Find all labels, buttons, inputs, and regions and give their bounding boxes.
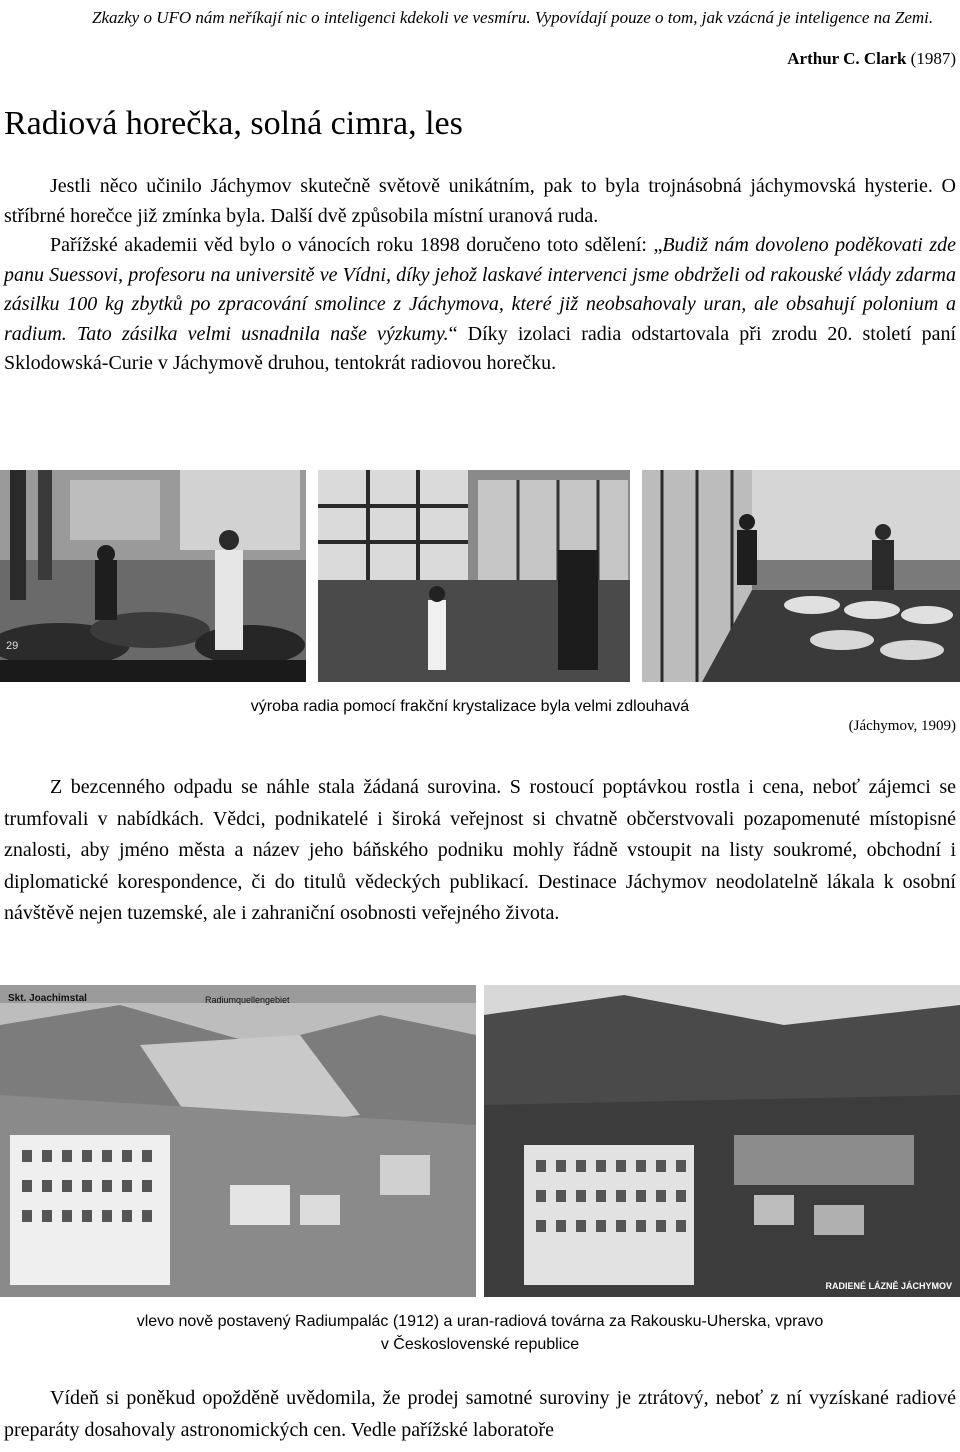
photo-crystallization-tanks [642, 470, 960, 682]
photo-radium-workers-vats [0, 470, 306, 682]
figure-2-caption-line-1: vlevo nově postavený Radiumpalác (1912) a uran-radiová továrna za Rakousku-Uherska, vpravo [136, 1313, 824, 1330]
epigraph-quote: Zkazky o UFO nám neříkají nic o inteligenci kdekoli ve vesmíru. Vypovídají pouze o tom, jak vzácná je inteligence na Zemi. [92, 8, 934, 27]
paragraph-2-quote: Budiž nám dovoleno poděkovati zde panu Suessovi, profesoru na universitě ve Vídni, díky jehož laskavé intervenci jsme obdrželi od rakouské vlády zdarma zásilku 100 kg zbytků po zpracování smolince z Jáchymova, které již neobsahovaly uran, ale obsahují polonium a radium. Tato zásilka velmi usnadnila naše výzkumy. [4, 234, 956, 345]
paragraph-3-text: Z bezcenného odpadu se náhle stala žádaná surovina. S rostoucí poptávkou rostla i cena, neboť zájemci se trumfovali v nabídkách. Vědci, podnikatelé i široká veřejnost si chvatně občerstvovali pozapomenuté místopisné znalosti, aby jméno města a název jeho báňského podniku mohly řádně vstoupit na listy soukromé, obchodní i diplomatické korespondence, či do titulů vědeckých publikací. Destinace Jáchymov neodolatelně lákala k osobní návštěvě nejen tuzemské, ale i zahraniční osobnosti veřejného života. [4, 776, 956, 924]
section-title: Radiová horečka, solná cimra, les [4, 105, 463, 142]
figure-1-caption: výroba radia pomocí frakční krystalizace byla velmi zdlouhavá [250, 698, 690, 715]
photo-radium-spa-jachymov [484, 985, 960, 1297]
figure-1-source: (Jáchymov, 1909) [848, 718, 956, 734]
photo-radium-factory-hall [318, 470, 630, 682]
photo-label-radiumquellengebiet: Radiumquellengebiet [205, 995, 290, 1005]
paragraph-2-lead: Pařížské akademii věd bylo o vánocích roku 1898 doručeno toto sdělení: „ [50, 234, 663, 256]
figure-2-caption-line-2: v Československé republice [380, 1336, 580, 1353]
paragraph-2-tail: “ Díky izolaci radia odstartovala při zrodu 20. století paní Sklodowská-Curie v Jáchymově druhou, tentokrát radiovou horečku. [4, 322, 956, 374]
paragraph-2 [4, 231, 956, 379]
paragraph-4-text: Vídeň si poněkud opožděně uvědomila, že prodej samotné suroviny je ztrátový, neboť z ní vyzískané radiové preparáty dosahovaly astronomických cen. Vedle pařížské laboratoře [4, 1387, 956, 1441]
epigraph-author [787, 48, 956, 70]
paragraph-1 [4, 172, 956, 231]
photo-label-radiene-lazne: RADIENÉ LÁZNĚ JÁCHYMOV [825, 1281, 952, 1291]
photo-joachimstal-radium-palace [0, 985, 476, 1297]
figure-2-caption [40, 1310, 920, 1356]
paragraph-4 [4, 1383, 956, 1446]
paragraph-3 [4, 772, 956, 930]
epigraph-author-name: Arthur C. Clark [787, 49, 907, 68]
photo-label-joachimstal: Skt. Joachimstal [8, 993, 87, 1004]
epigraph-year: (1987) [910, 49, 956, 68]
paragraph-1-text: Jestli něco učinilo Jáchymov skutečně světově unikátním, pak to byla trojnásobná jáchymovská hysterie. O stříbrné horečce již zmínka byla. Další dvě způsobila místní uranová ruda. [4, 175, 956, 227]
photo-number-label: 29 [6, 640, 19, 652]
